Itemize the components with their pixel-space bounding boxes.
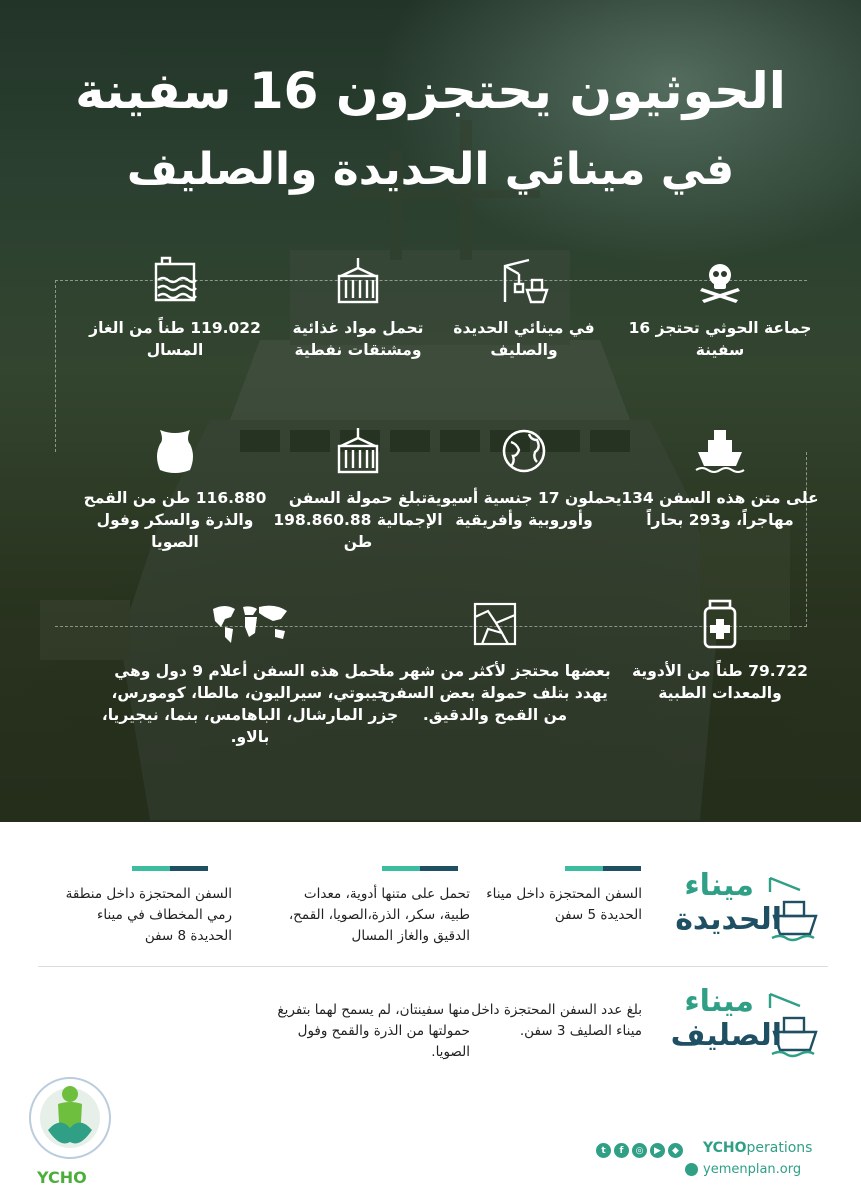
twitter-icon[interactable]: t [596, 1143, 611, 1158]
fact-text: في مينائي الحديدة والصليف [453, 319, 595, 359]
divider [38, 966, 828, 967]
facebook-icon[interactable]: f [614, 1143, 629, 1158]
fact-cargo-type [258, 255, 458, 361]
headline-line1: الحوثيون يحتجزون 16 سفينة [75, 62, 786, 120]
hodeidah-cargo: تحمل على متنها أدوية، معدات طبية، سكر، الذرة،الصويا، القمح، الدقيق والغاز المسال [288, 886, 470, 944]
cargo-container-icon [332, 255, 384, 307]
gas-tank-icon [149, 255, 201, 307]
fact-detention-duration [370, 598, 620, 726]
section-bar [420, 866, 458, 871]
fact-text: يحملون 17 جنسية أسيوية وأوروبية وأفريقية [426, 489, 622, 529]
ship-icon [694, 425, 746, 477]
fact-text: تبلغ حمولة السفن الإجمالية 198.860.88 طن [273, 489, 443, 551]
section-bar [603, 866, 641, 871]
headline-line2: في مينائي الحديدة والصليف [126, 144, 735, 195]
fact-flags [100, 598, 400, 748]
port-label-hodeidah [664, 868, 824, 948]
map-icon [469, 598, 521, 650]
logo-text: YCHO [37, 1168, 87, 1187]
port-label-line2: الصليف [670, 1018, 782, 1053]
website-link[interactable]: yemenplan.org [703, 1162, 802, 1177]
instagram-icon[interactable]: ◎ [632, 1143, 647, 1158]
fact-text: جماعة الحوثي تحتجز 16 سفينة [628, 319, 812, 359]
globe-icon [498, 425, 550, 477]
hodeidah-anchorage-count: السفن المحتجزة داخل منطقة رمي المخطاف في ميناء الحديدة 8 سفن [65, 886, 232, 944]
fact-text: تحمل مواد غذائية ومشتقات نفطية [292, 319, 424, 359]
brand-rest: perations [746, 1140, 813, 1156]
salif-detained-count: بلغ عدد السفن المحتجزة داخل ميناء الصليف 3 سفن. [471, 1002, 642, 1039]
fact-text: بعضها محتجز لأكثر من شهر ما يهدد بتلف حمولة بعض السفن من القمح والدقيق. [379, 662, 611, 724]
medicine-bottle-icon [694, 598, 746, 650]
fact-detained-ships [620, 255, 820, 361]
fact-text: 79.722 طناً من الأدوية والمعدات الطبية [632, 662, 808, 702]
section-bar [170, 866, 208, 871]
fact-liquid-gas [75, 255, 275, 361]
footer [0, 1070, 861, 1200]
snapchat-icon[interactable]: ◆ [668, 1143, 683, 1158]
salif-cargo: منها سفينتان، لم يسمح لهما بتفريغ حمولتها من الذرة والقمح وفول الصويا. [277, 1002, 470, 1060]
cargo-container-icon [332, 425, 384, 477]
website-icon [685, 1163, 698, 1176]
port-label-line1: ميناء [684, 984, 754, 1019]
fact-total-tonnage [258, 425, 458, 553]
fact-text: 116.880 طن من القمح والذرة والسكر وفول الصويا [83, 489, 267, 551]
hodeidah-detained-count: السفن المحتجزة داخل ميناء الحديدة 5 سفن [486, 886, 642, 923]
fact-text: على متن هذه السفن 134 مهاجراً، و293 بحاراً [621, 489, 819, 529]
world-map-icon [210, 598, 290, 650]
port-label-salif [664, 984, 824, 1064]
youtube-icon[interactable]: ▶ [650, 1143, 665, 1158]
fact-grain [75, 425, 275, 553]
fact-text: تحمل هذه السفن أعلام 9 دول وهي جيبوتي، سيراليون، مالطا، كومورس، جزر المارشال، الباهامس، بنما، نيجيريا، بالاو. [101, 662, 399, 746]
ship-crane-icon [764, 988, 820, 1058]
fact-text: 119.022 طناً من الغاز المسال [89, 319, 261, 359]
fact-medicine [620, 598, 820, 704]
skull-crossbones-icon [694, 255, 746, 307]
fact-crew [620, 425, 820, 531]
brand-bold: YCHO [703, 1140, 747, 1156]
port-label-line1: ميناء [684, 868, 754, 903]
ship-crane-icon [764, 872, 820, 942]
grain-sack-icon [149, 425, 201, 477]
port-crane-ship-icon [498, 255, 550, 307]
port-label-line2: الحديدة [675, 902, 782, 937]
brand-name [703, 1140, 812, 1156]
